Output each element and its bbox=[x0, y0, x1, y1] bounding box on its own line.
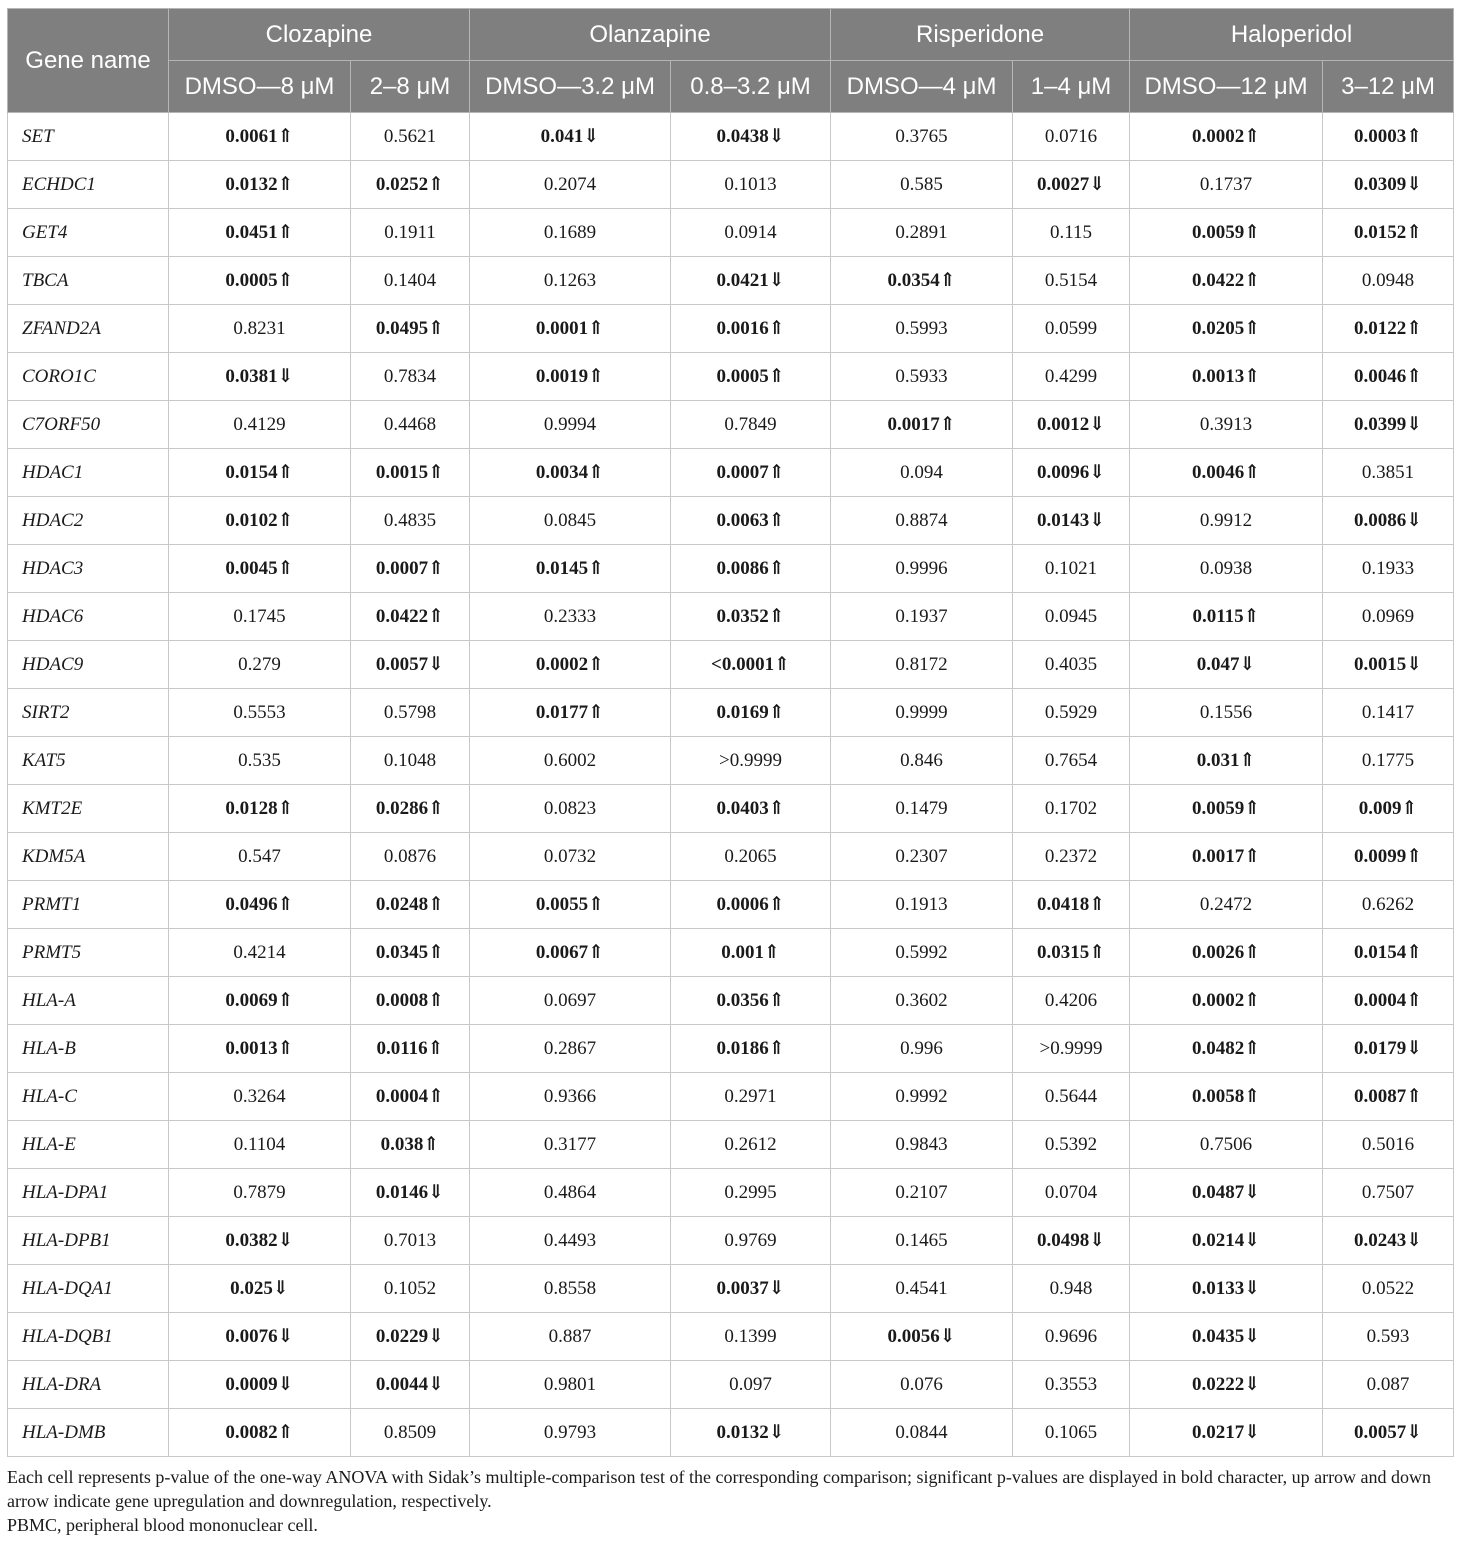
pvalue-cell: 0.9366 bbox=[470, 1073, 671, 1121]
pvalue-cell: 0.0495⇑ bbox=[351, 305, 470, 353]
pvalue-cell: 0.7654 bbox=[1013, 737, 1130, 785]
pvalue-cell: 0.0205⇑ bbox=[1130, 305, 1323, 353]
pvalue-cell: 0.0845 bbox=[470, 497, 671, 545]
pvalue-cell: 0.0002⇑ bbox=[1130, 977, 1323, 1025]
pvalue-cell: 0.2867 bbox=[470, 1025, 671, 1073]
pvalue-cell: 0.0844 bbox=[831, 1409, 1013, 1457]
pvalue-cell: 0.7013 bbox=[351, 1217, 470, 1265]
pvalue-cell: 0.0016⇑ bbox=[671, 305, 831, 353]
pvalue-cell: 0.0013⇑ bbox=[1130, 353, 1323, 401]
pvalue-cell: 0.0059⇑ bbox=[1130, 785, 1323, 833]
pvalue-cell: 0.1911 bbox=[351, 209, 470, 257]
pvalue-cell: 0.8231 bbox=[169, 305, 351, 353]
pvalue-cell: 0.0133⇓ bbox=[1130, 1265, 1323, 1313]
pvalue-cell: 0.5644 bbox=[1013, 1073, 1130, 1121]
pvalue-cell: 0.0229⇓ bbox=[351, 1313, 470, 1361]
pvalue-cell: 0.3264 bbox=[169, 1073, 351, 1121]
pvalue-cell: 0.3851 bbox=[1323, 449, 1454, 497]
pvalue-cell: 0.0356⇑ bbox=[671, 977, 831, 1025]
pvalue-cell: 0.0438⇓ bbox=[671, 113, 831, 161]
pvalue-cell: 0.9843 bbox=[831, 1121, 1013, 1169]
drug-header-haloperidol: Haloperidol bbox=[1130, 9, 1454, 61]
pvalue-cell: 0.5993 bbox=[831, 305, 1013, 353]
pvalue-cell: 0.0352⇑ bbox=[671, 593, 831, 641]
gene-name-cell: HLA-B bbox=[8, 1025, 169, 1073]
pvalue-cell: 0.7879 bbox=[169, 1169, 351, 1217]
gene-name-header: Gene name bbox=[8, 9, 169, 113]
table-row bbox=[8, 1313, 1454, 1361]
pvalue-cell: 0.4299 bbox=[1013, 353, 1130, 401]
pvalue-cell: 0.0146⇓ bbox=[351, 1169, 470, 1217]
pvalue-cell: 0.4214 bbox=[169, 929, 351, 977]
pvalue-cell: 0.025⇓ bbox=[169, 1265, 351, 1313]
gene-name-cell: ZFAND2A bbox=[8, 305, 169, 353]
table-row bbox=[8, 1361, 1454, 1409]
pvalue-cell: 0.1052 bbox=[351, 1265, 470, 1313]
gene-name-cell: KMT2E bbox=[8, 785, 169, 833]
pvalue-cell: 0.2971 bbox=[671, 1073, 831, 1121]
gene-name-cell: CORO1C bbox=[8, 353, 169, 401]
table-row bbox=[8, 209, 1454, 257]
pvalue-cell: 0.8874 bbox=[831, 497, 1013, 545]
pvalue-cell: >0.9999 bbox=[671, 737, 831, 785]
pvalue-cell: 0.9996 bbox=[831, 545, 1013, 593]
pvalue-cell: 0.0057⇓ bbox=[351, 641, 470, 689]
pvalue-cell: 0.1933 bbox=[1323, 545, 1454, 593]
table-row bbox=[8, 929, 1454, 977]
pvalue-cell: 0.0716 bbox=[1013, 113, 1130, 161]
pvalue-cell: 0.4468 bbox=[351, 401, 470, 449]
pvalue-cell: 0.0704 bbox=[1013, 1169, 1130, 1217]
pvalue-cell: 0.0096⇓ bbox=[1013, 449, 1130, 497]
table-row bbox=[8, 401, 1454, 449]
pvalue-cell: 0.2612 bbox=[671, 1121, 831, 1169]
pvalue-cell: 0.0422⇑ bbox=[1130, 257, 1323, 305]
table-row bbox=[8, 1073, 1454, 1121]
gene-name-cell: HLA-A bbox=[8, 977, 169, 1025]
pvalue-cell: 0.0418⇑ bbox=[1013, 881, 1130, 929]
pvalue-cell: 0.0001⇑ bbox=[470, 305, 671, 353]
comparison-header: 2–8 μM bbox=[351, 61, 470, 113]
pvalue-cell: 0.0697 bbox=[470, 977, 671, 1025]
gene-name-cell: HDAC1 bbox=[8, 449, 169, 497]
gene-name-cell: HDAC6 bbox=[8, 593, 169, 641]
pvalue-cell: 0.6262 bbox=[1323, 881, 1454, 929]
pvalue-cell: 0.0015⇑ bbox=[351, 449, 470, 497]
pvalue-cell: 0.3177 bbox=[470, 1121, 671, 1169]
pvalue-cell: 0.2372 bbox=[1013, 833, 1130, 881]
pvalue-cell: 0.4206 bbox=[1013, 977, 1130, 1025]
pvalue-cell: 0.0132⇓ bbox=[671, 1409, 831, 1457]
pvalue-cell: 0.0045⇑ bbox=[169, 545, 351, 593]
pvalue-cell: 0.535 bbox=[169, 737, 351, 785]
pvalue-cell: 0.0145⇑ bbox=[470, 545, 671, 593]
pvalue-cell: 0.1013 bbox=[671, 161, 831, 209]
pvalue-cell: 0.0382⇓ bbox=[169, 1217, 351, 1265]
comparison-header: DMSO—8 μM bbox=[169, 61, 351, 113]
gene-name-cell: ECHDC1 bbox=[8, 161, 169, 209]
pvalue-cell: 0.8172 bbox=[831, 641, 1013, 689]
comparison-header: 1–4 μM bbox=[1013, 61, 1130, 113]
gene-name-cell: HLA-DMB bbox=[8, 1409, 169, 1457]
pvalue-cell: 0.7506 bbox=[1130, 1121, 1323, 1169]
pvalue-cell: 0.0309⇓ bbox=[1323, 161, 1454, 209]
pvalue-cell: 0.1913 bbox=[831, 881, 1013, 929]
pvalue-cell: 0.0013⇑ bbox=[169, 1025, 351, 1073]
pvalue-cell: 0.0007⇑ bbox=[671, 449, 831, 497]
pvalue-cell: 0.585 bbox=[831, 161, 1013, 209]
pvalue-cell: 0.1399 bbox=[671, 1313, 831, 1361]
pvalue-cell: 0.1065 bbox=[1013, 1409, 1130, 1457]
pvalue-cell: 0.0122⇑ bbox=[1323, 305, 1454, 353]
table-body bbox=[8, 113, 1454, 1457]
table-row bbox=[8, 497, 1454, 545]
pvalue-cell: 0.0086⇑ bbox=[671, 545, 831, 593]
pvalue-cell: 0.1745 bbox=[169, 593, 351, 641]
pvalue-cell: 0.5016 bbox=[1323, 1121, 1454, 1169]
pvalue-cell: 0.0015⇓ bbox=[1323, 641, 1454, 689]
pvalue-cell: 0.0115⇑ bbox=[1130, 593, 1323, 641]
pvalue-cell: 0.0046⇑ bbox=[1323, 353, 1454, 401]
pvalue-cell: 0.1689 bbox=[470, 209, 671, 257]
pvalue-cell: 0.031⇑ bbox=[1130, 737, 1323, 785]
pvalue-cell: 0.0487⇓ bbox=[1130, 1169, 1323, 1217]
table-row bbox=[8, 833, 1454, 881]
pvalue-cell: 0.0451⇑ bbox=[169, 209, 351, 257]
gene-name-cell: SET bbox=[8, 113, 169, 161]
gene-name-cell: KAT5 bbox=[8, 737, 169, 785]
table-row bbox=[8, 593, 1454, 641]
pvalue-cell: 0.6002 bbox=[470, 737, 671, 785]
pvalue-cell: 0.9992 bbox=[831, 1073, 1013, 1121]
pvalue-cell: 0.0179⇓ bbox=[1323, 1025, 1454, 1073]
pvalue-cell: 0.0876 bbox=[351, 833, 470, 881]
pvalue-cell: 0.0055⇑ bbox=[470, 881, 671, 929]
table-row bbox=[8, 353, 1454, 401]
pvalue-cell: 0.0087⇑ bbox=[1323, 1073, 1454, 1121]
pvalue-cell: 0.038⇑ bbox=[351, 1121, 470, 1169]
gene-name-cell: HLA-DPB1 bbox=[8, 1217, 169, 1265]
drug-header-clozapine: Clozapine bbox=[169, 9, 470, 61]
table-row bbox=[8, 1121, 1454, 1169]
gene-name-cell: HDAC3 bbox=[8, 545, 169, 593]
pvalue-cell: 0.0132⇑ bbox=[169, 161, 351, 209]
pvalue-cell: 0.2074 bbox=[470, 161, 671, 209]
pvalue-cell: 0.279 bbox=[169, 641, 351, 689]
pvalue-cell: 0.0522 bbox=[1323, 1265, 1454, 1313]
pvalue-cell: 0.5992 bbox=[831, 929, 1013, 977]
pvalue-cell: 0.0945 bbox=[1013, 593, 1130, 641]
table-row bbox=[8, 161, 1454, 209]
gene-name-cell: HLA-DRA bbox=[8, 1361, 169, 1409]
pvalue-cell: 0.0914 bbox=[671, 209, 831, 257]
gene-name-cell: KDM5A bbox=[8, 833, 169, 881]
table-row bbox=[8, 113, 1454, 161]
gene-name-cell: HDAC2 bbox=[8, 497, 169, 545]
gene-name-cell: HLA-DPA1 bbox=[8, 1169, 169, 1217]
pvalue-cell: 0.4835 bbox=[351, 497, 470, 545]
pvalue-cell: 0.0076⇓ bbox=[169, 1313, 351, 1361]
table-container bbox=[7, 8, 1453, 1537]
pvalue-cell: 0.115 bbox=[1013, 209, 1130, 257]
pvalue-cell: 0.2995 bbox=[671, 1169, 831, 1217]
pvalue-cell: 0.094 bbox=[831, 449, 1013, 497]
pvalue-cell: 0.1465 bbox=[831, 1217, 1013, 1265]
pvalue-cell: 0.0823 bbox=[470, 785, 671, 833]
pvalue-cell: 0.0421⇓ bbox=[671, 257, 831, 305]
pvalue-cell: 0.0186⇑ bbox=[671, 1025, 831, 1073]
pvalue-cell: 0.0008⇑ bbox=[351, 977, 470, 1025]
pvalue-cell: 0.0061⇑ bbox=[169, 113, 351, 161]
table-row bbox=[8, 881, 1454, 929]
pvalue-cell: 0.1556 bbox=[1130, 689, 1323, 737]
pvalue-cell: 0.593 bbox=[1323, 1313, 1454, 1361]
gene-name-cell: PRMT5 bbox=[8, 929, 169, 977]
pvalue-cell: 0.5929 bbox=[1013, 689, 1130, 737]
table-row bbox=[8, 1265, 1454, 1313]
pvalue-cell: 0.0252⇑ bbox=[351, 161, 470, 209]
pvalue-cell: 0.0381⇓ bbox=[169, 353, 351, 401]
pvalue-cell: 0.0315⇑ bbox=[1013, 929, 1130, 977]
pvalue-cell: 0.0017⇑ bbox=[1130, 833, 1323, 881]
pvalue-cell: 0.5933 bbox=[831, 353, 1013, 401]
pvalue-cell: 0.4129 bbox=[169, 401, 351, 449]
pvalue-cell: 0.0143⇓ bbox=[1013, 497, 1130, 545]
pvalue-cell: 0.0732 bbox=[470, 833, 671, 881]
pvalue-cell: 0.0005⇑ bbox=[671, 353, 831, 401]
pvalue-cell: 0.1404 bbox=[351, 257, 470, 305]
gene-name-cell: GET4 bbox=[8, 209, 169, 257]
gene-name-cell: SIRT2 bbox=[8, 689, 169, 737]
pvalue-cell: 0.0086⇓ bbox=[1323, 497, 1454, 545]
gene-name-cell: HLA-E bbox=[8, 1121, 169, 1169]
table-row bbox=[8, 305, 1454, 353]
pvalue-cell: 0.887 bbox=[470, 1313, 671, 1361]
pvalue-cell: 0.3765 bbox=[831, 113, 1013, 161]
pvalue-cell: 0.0154⇑ bbox=[1323, 929, 1454, 977]
gene-name-cell: PRMT1 bbox=[8, 881, 169, 929]
gene-name-cell: HDAC9 bbox=[8, 641, 169, 689]
pvalue-cell: 0.0399⇓ bbox=[1323, 401, 1454, 449]
footnote-significance: Each cell represents p-value of the one-way ANOVA with Sidak’s multiple-comparison test of the corresponding comparison; significant p-values are displayed in bold character, up arrow and down arrow indicate gene upregulation and downregulation, respectively. bbox=[7, 1467, 1432, 1511]
pvalue-cell: 0.0169⇑ bbox=[671, 689, 831, 737]
pvalue-cell: 0.0027⇓ bbox=[1013, 161, 1130, 209]
pvalue-table bbox=[7, 8, 1454, 1457]
pvalue-cell: 0.4493 bbox=[470, 1217, 671, 1265]
pvalue-cell: 0.0102⇑ bbox=[169, 497, 351, 545]
table-row bbox=[8, 785, 1454, 833]
pvalue-cell: 0.097 bbox=[671, 1361, 831, 1409]
pvalue-cell: 0.3553 bbox=[1013, 1361, 1130, 1409]
pvalue-cell: 0.3602 bbox=[831, 977, 1013, 1025]
pvalue-cell: 0.0248⇑ bbox=[351, 881, 470, 929]
pvalue-cell: <0.0001⇑ bbox=[671, 641, 831, 689]
pvalue-cell: 0.846 bbox=[831, 737, 1013, 785]
pvalue-cell: 0.0007⇑ bbox=[351, 545, 470, 593]
table-row bbox=[8, 257, 1454, 305]
pvalue-cell: 0.0435⇓ bbox=[1130, 1313, 1323, 1361]
pvalue-cell: 0.9801 bbox=[470, 1361, 671, 1409]
pvalue-cell: 0.0012⇓ bbox=[1013, 401, 1130, 449]
pvalue-cell: 0.0082⇑ bbox=[169, 1409, 351, 1457]
pvalue-cell: 0.047⇓ bbox=[1130, 641, 1323, 689]
pvalue-cell: 0.4541 bbox=[831, 1265, 1013, 1313]
pvalue-cell: 0.5392 bbox=[1013, 1121, 1130, 1169]
comparison-header: DMSO—12 μM bbox=[1130, 61, 1323, 113]
pvalue-cell: 0.2107 bbox=[831, 1169, 1013, 1217]
drug-header-olanzapine: Olanzapine bbox=[470, 9, 831, 61]
pvalue-cell: 0.0063⇑ bbox=[671, 497, 831, 545]
table-row bbox=[8, 1169, 1454, 1217]
pvalue-cell: 0.0498⇓ bbox=[1013, 1217, 1130, 1265]
pvalue-cell: 0.5553 bbox=[169, 689, 351, 737]
table-row bbox=[8, 737, 1454, 785]
pvalue-cell: 0.2307 bbox=[831, 833, 1013, 881]
pvalue-cell: 0.009⇑ bbox=[1323, 785, 1454, 833]
drug-header-risperidone: Risperidone bbox=[831, 9, 1130, 61]
pvalue-cell: 0.3913 bbox=[1130, 401, 1323, 449]
pvalue-cell: 0.2472 bbox=[1130, 881, 1323, 929]
pvalue-cell: 0.0003⇑ bbox=[1323, 113, 1454, 161]
pvalue-cell: 0.2333 bbox=[470, 593, 671, 641]
comparison-header: DMSO—4 μM bbox=[831, 61, 1013, 113]
pvalue-cell: 0.0034⇑ bbox=[470, 449, 671, 497]
table-row bbox=[8, 641, 1454, 689]
pvalue-cell: 0.9793 bbox=[470, 1409, 671, 1457]
pvalue-cell: 0.9769 bbox=[671, 1217, 831, 1265]
pvalue-cell: 0.0069⇑ bbox=[169, 977, 351, 1025]
pvalue-cell: 0.8509 bbox=[351, 1409, 470, 1457]
pvalue-cell: 0.0058⇑ bbox=[1130, 1073, 1323, 1121]
gene-name-cell: HLA-DQA1 bbox=[8, 1265, 169, 1313]
pvalue-cell: 0.0154⇑ bbox=[169, 449, 351, 497]
pvalue-cell: 0.1263 bbox=[470, 257, 671, 305]
pvalue-cell: 0.4035 bbox=[1013, 641, 1130, 689]
pvalue-cell: 0.0056⇓ bbox=[831, 1313, 1013, 1361]
pvalue-cell: 0.0354⇑ bbox=[831, 257, 1013, 305]
pvalue-cell: 0.0037⇓ bbox=[671, 1265, 831, 1313]
pvalue-cell: 0.0969 bbox=[1323, 593, 1454, 641]
table-row bbox=[8, 545, 1454, 593]
pvalue-cell: 0.041⇓ bbox=[470, 113, 671, 161]
pvalue-cell: 0.9696 bbox=[1013, 1313, 1130, 1361]
comparison-header: 0.8–3.2 μM bbox=[671, 61, 831, 113]
pvalue-cell: 0.0026⇑ bbox=[1130, 929, 1323, 977]
pvalue-cell: 0.0345⇑ bbox=[351, 929, 470, 977]
pvalue-cell: 0.076 bbox=[831, 1361, 1013, 1409]
pvalue-cell: 0.0006⇑ bbox=[671, 881, 831, 929]
gene-name-cell: C7ORF50 bbox=[8, 401, 169, 449]
comparison-header: DMSO—3.2 μM bbox=[470, 61, 671, 113]
pvalue-cell: 0.087 bbox=[1323, 1361, 1454, 1409]
pvalue-cell: 0.0286⇑ bbox=[351, 785, 470, 833]
pvalue-cell: 0.0403⇑ bbox=[671, 785, 831, 833]
pvalue-cell: 0.9994 bbox=[470, 401, 671, 449]
pvalue-cell: 0.1021 bbox=[1013, 545, 1130, 593]
pvalue-cell: 0.0948 bbox=[1323, 257, 1454, 305]
pvalue-cell: 0.0177⇑ bbox=[470, 689, 671, 737]
pvalue-cell: 0.9999 bbox=[831, 689, 1013, 737]
pvalue-cell: 0.0005⇑ bbox=[169, 257, 351, 305]
pvalue-cell: 0.001⇑ bbox=[671, 929, 831, 977]
comparison-header: 3–12 μM bbox=[1323, 61, 1454, 113]
footnote-abbreviation: PBMC, peripheral blood mononuclear cell. bbox=[7, 1515, 318, 1535]
pvalue-cell: 0.0214⇓ bbox=[1130, 1217, 1323, 1265]
pvalue-cell: 0.5154 bbox=[1013, 257, 1130, 305]
pvalue-cell: 0.0044⇓ bbox=[351, 1361, 470, 1409]
pvalue-cell: 0.0152⇑ bbox=[1323, 209, 1454, 257]
pvalue-cell: >0.9999 bbox=[1013, 1025, 1130, 1073]
pvalue-cell: 0.7507 bbox=[1323, 1169, 1454, 1217]
pvalue-cell: 0.0496⇑ bbox=[169, 881, 351, 929]
pvalue-cell: 0.0067⇑ bbox=[470, 929, 671, 977]
pvalue-cell: 0.0222⇓ bbox=[1130, 1361, 1323, 1409]
pvalue-cell: 0.0059⇑ bbox=[1130, 209, 1323, 257]
pvalue-cell: 0.0004⇑ bbox=[351, 1073, 470, 1121]
pvalue-cell: 0.0938 bbox=[1130, 545, 1323, 593]
pvalue-cell: 0.1775 bbox=[1323, 737, 1454, 785]
pvalue-cell: 0.0217⇓ bbox=[1130, 1409, 1323, 1457]
table-row bbox=[8, 977, 1454, 1025]
pvalue-cell: 0.996 bbox=[831, 1025, 1013, 1073]
pvalue-cell: 0.1104 bbox=[169, 1121, 351, 1169]
pvalue-cell: 0.0422⇑ bbox=[351, 593, 470, 641]
pvalue-cell: 0.5621 bbox=[351, 113, 470, 161]
pvalue-cell: 0.1048 bbox=[351, 737, 470, 785]
gene-name-cell: HLA-DQB1 bbox=[8, 1313, 169, 1361]
pvalue-cell: 0.0116⇑ bbox=[351, 1025, 470, 1073]
pvalue-cell: 0.4864 bbox=[470, 1169, 671, 1217]
pvalue-cell: 0.948 bbox=[1013, 1265, 1130, 1313]
gene-name-cell: HLA-C bbox=[8, 1073, 169, 1121]
table-row bbox=[8, 1025, 1454, 1073]
pvalue-cell: 0.0599 bbox=[1013, 305, 1130, 353]
pvalue-cell: 0.7849 bbox=[671, 401, 831, 449]
pvalue-cell: 0.0243⇓ bbox=[1323, 1217, 1454, 1265]
pvalue-cell: 0.9912 bbox=[1130, 497, 1323, 545]
table-row bbox=[8, 1409, 1454, 1457]
pvalue-cell: 0.0057⇓ bbox=[1323, 1409, 1454, 1457]
pvalue-cell: 0.0482⇑ bbox=[1130, 1025, 1323, 1073]
pvalue-cell: 0.0009⇓ bbox=[169, 1361, 351, 1409]
pvalue-cell: 0.5798 bbox=[351, 689, 470, 737]
pvalue-cell: 0.0017⇑ bbox=[831, 401, 1013, 449]
pvalue-cell: 0.2065 bbox=[671, 833, 831, 881]
table-row bbox=[8, 449, 1454, 497]
gene-name-cell: TBCA bbox=[8, 257, 169, 305]
pvalue-cell: 0.1937 bbox=[831, 593, 1013, 641]
pvalue-cell: 0.1479 bbox=[831, 785, 1013, 833]
pvalue-cell: 0.0128⇑ bbox=[169, 785, 351, 833]
table-row bbox=[8, 689, 1454, 737]
pvalue-cell: 0.547 bbox=[169, 833, 351, 881]
pvalue-cell: 0.0046⇑ bbox=[1130, 449, 1323, 497]
pvalue-cell: 0.2891 bbox=[831, 209, 1013, 257]
pvalue-cell: 0.7834 bbox=[351, 353, 470, 401]
pvalue-cell: 0.0002⇑ bbox=[470, 641, 671, 689]
pvalue-cell: 0.1417 bbox=[1323, 689, 1454, 737]
pvalue-cell: 0.0099⇑ bbox=[1323, 833, 1454, 881]
pvalue-cell: 0.0019⇑ bbox=[470, 353, 671, 401]
table-row bbox=[8, 1217, 1454, 1265]
pvalue-cell: 0.0004⇑ bbox=[1323, 977, 1454, 1025]
pvalue-cell: 0.1737 bbox=[1130, 161, 1323, 209]
pvalue-cell: 0.1702 bbox=[1013, 785, 1130, 833]
pvalue-cell: 0.8558 bbox=[470, 1265, 671, 1313]
pvalue-cell: 0.0002⇑ bbox=[1130, 113, 1323, 161]
